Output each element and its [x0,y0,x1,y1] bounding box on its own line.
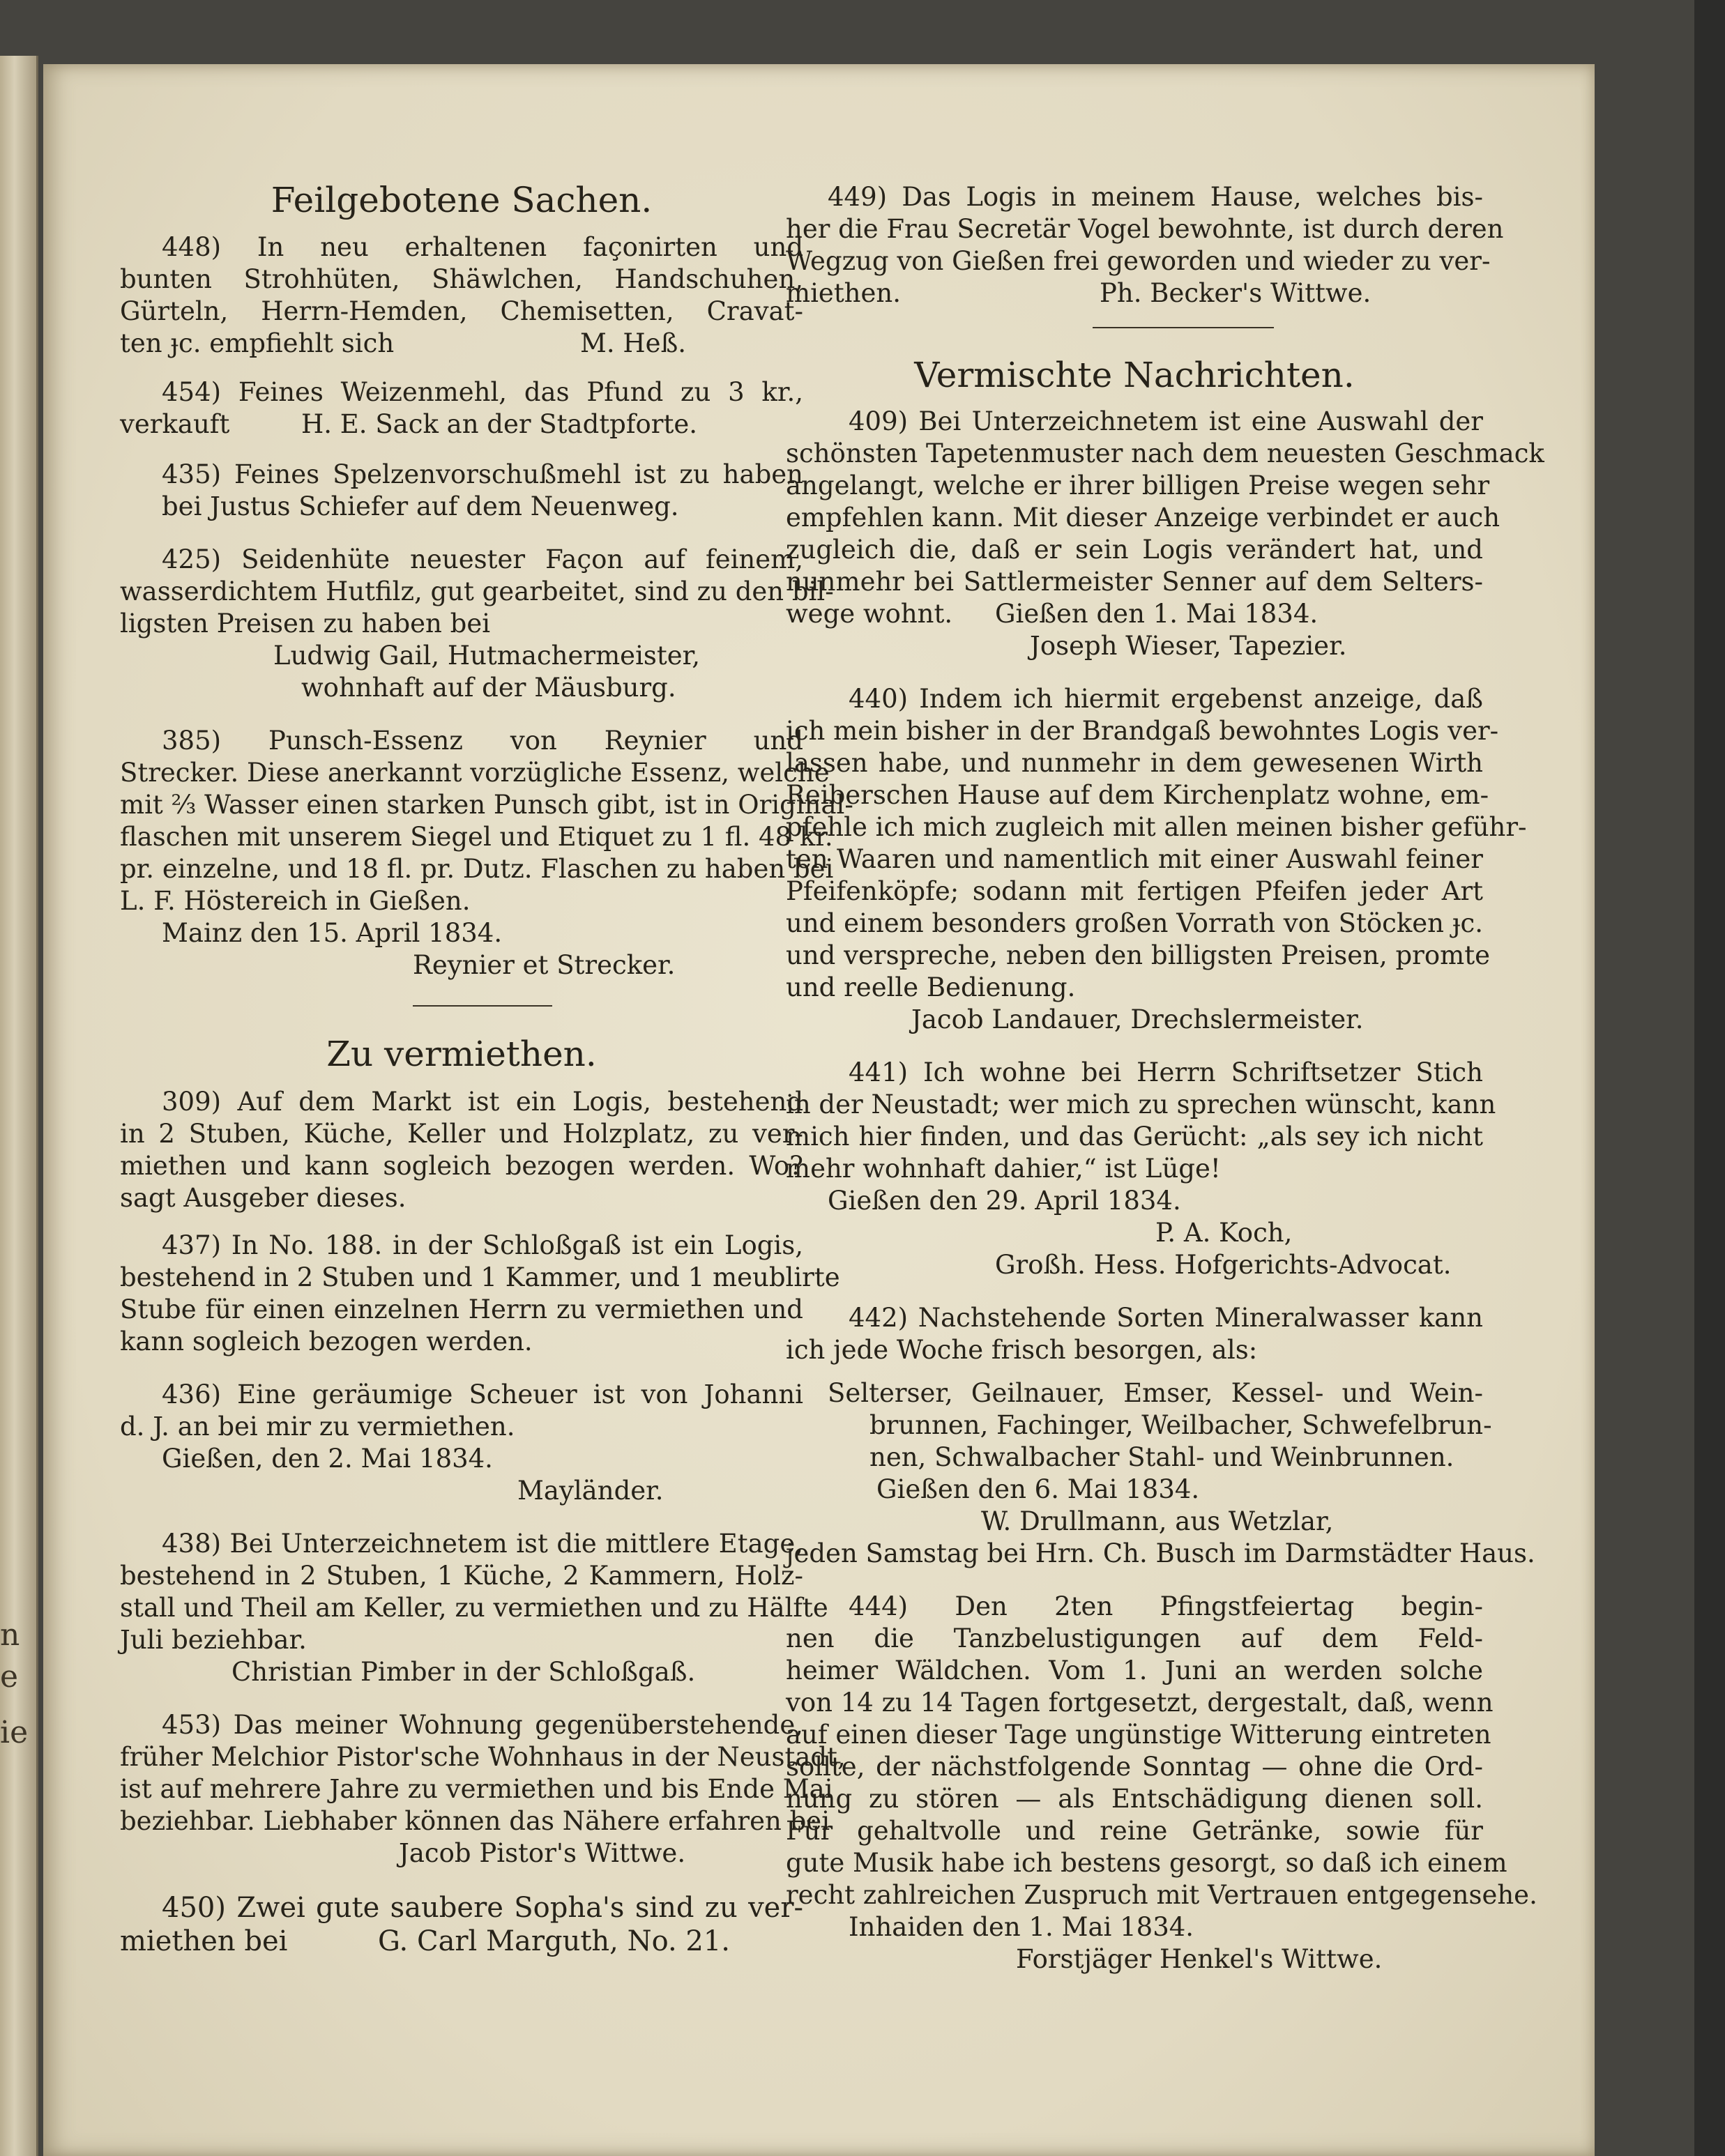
ad-line: und verspreche, neben den billigsten Preisen, promte [786,940,1490,970]
ad-line: 436) Eine geräumige Scheuer ist von Johanni [162,1379,803,1409]
ad-line: wege wohnt. [786,599,953,629]
ad-line: ich mein bisher in der Brandgaß bewohntes Logis ver- [786,716,1499,746]
section-divider [413,1005,552,1007]
ad-signature: wohnhaft auf der Mäusburg. [301,673,676,703]
ad-line: Gießen den 29. April 1834. [828,1186,1181,1216]
ad-line: recht zahlreichen Zuspruch mit Vertrauen entgegensehe. [786,1880,1537,1910]
ad-line: 453) Das meiner Wohnung gegenüberstehende, [162,1710,803,1740]
ad-signature: Christian Pimber in der Schloßgaß. [231,1657,696,1687]
ad-signature: Reynier et Strecker. [413,950,676,980]
ad-signature: H. E. Sack an der Stadtpforte. [301,409,698,439]
ad-signature: P. A. Koch, [1155,1218,1293,1248]
ad-line: her die Frau Secretär Vogel bewohnte, ist durch deren [786,214,1504,244]
ad-signature: Großh. Hess. Hofgerichts-Advocat. [995,1250,1452,1280]
ad-line: Inhaiden den 1. Mai 1834. [849,1912,1194,1942]
ad-line: nen, Schwalbacher Stahl- und Weinbrunnen. [869,1442,1454,1472]
ad-line: stall und Theil am Keller, zu vermiethen und zu Hälfte [120,1593,828,1623]
margin-fragment: e [0,1659,19,1695]
margin-fragment: ie [0,1715,29,1750]
ad-line: 450) Zwei gute saubere Sopha's sind zu ver- [162,1892,803,1924]
ad-line: sagt Ausgeber dieses. [120,1183,406,1213]
ad-line: zugleich die, daß er sein Logis verändert hat, und [786,535,1483,565]
ad-line: Gürteln, Herrn-Hemden, Chemisetten, Cravat- [120,296,803,326]
ad-line: lassen habe, und nunmehr in dem gewesenen Wirth [786,748,1483,778]
ad-line: früher Melchior Pistor'sche Wohnhaus in der Neustadt, [120,1742,846,1772]
ad-line: von 14 zu 14 Tagen fortgesetzt, dergestalt, daß, wenn [786,1688,1494,1718]
ad-line: Gießen den 6. Mai 1834. [876,1474,1200,1504]
ad-line: kann sogleich bezogen werden. [120,1327,533,1356]
ad-line: Selterser, Geilnauer, Emser, Kessel- und Wein- [828,1378,1483,1408]
ad-line: Für gehaltvolle und reine Getränke, sowie für [786,1816,1483,1846]
ad-signature: Ph. Becker's Wittwe. [1100,278,1371,308]
ad-line: ten Waaren und namentlich mit einer Auswahl feiner [786,844,1483,874]
margin-fragment: n [0,1617,20,1653]
section-heading: Zu vermiethen. [326,1034,597,1074]
ad-line: sollte, der nächstfolgende Sonntag — ohne die Ord- [786,1752,1483,1782]
ad-line: Strecker. Diese anerkannt vorzügliche Essenz, welche [120,758,830,788]
ad-line: L. F. Höstereich in Gießen. [120,886,471,916]
ad-line: gute Musik habe ich bestens gesorgt, so daß ich einem [786,1848,1507,1878]
ad-line: in 2 Stuben, Küche, Keller und Holzplatz, zu ver- [120,1119,803,1149]
ad-line: ist auf mehrere Jahre zu vermiethen und bis Ende Mai [120,1774,833,1804]
ad-line: nunmehr bei Sattlermeister Senner auf dem Selters- [786,567,1483,597]
ad-line: 435) Feines Spelzenvorschußmehl ist zu haben [162,459,803,489]
ad-line: 425) Seidenhüte neuester Façon auf feinem, [162,544,803,574]
section-divider [1093,327,1274,328]
ad-line: auf einen dieser Tage ungünstige Witterung eintreten [786,1720,1491,1750]
ad-line: ten ɟc. empfiehlt sich [120,328,395,358]
ad-line: bunten Strohhüten, Shäwlchen, Handschuhen, [120,264,803,294]
ad-line: brunnen, Fachinger, Weilbacher, Schwefelbrun- [869,1410,1492,1440]
ad-signature: Joseph Wieser, Tapezier. [1030,631,1347,661]
ad-line: jeden Samstag bei Hrn. Ch. Busch im Darmstädter Haus. [786,1538,1535,1568]
ad-line: ich jede Woche frisch besorgen, als: [786,1335,1258,1365]
ad-line: d. J. an bei mir zu vermiethen. [120,1412,515,1442]
ad-line: 441) Ich wohne bei Herrn Schriftsetzer Stich [849,1057,1483,1087]
ad-line: Stube für einen einzelnen Herrn zu vermiethen und [120,1294,803,1324]
ad-line: 440) Indem ich hiermit ergebenst anzeige, daß [849,684,1483,714]
ad-signature: G. Carl Marguth, No. 21. [378,1925,731,1957]
ad-line: miethen und kann sogleich bezogen werden. Wo? [120,1151,803,1181]
ad-signature: Ludwig Gail, Hutmachermeister, [273,641,701,671]
ad-signature: Jacob Pistor's Wittwe. [399,1838,686,1868]
ad-line: 448) In neu erhaltenen façonirten und [162,232,803,262]
previous-page-edge [0,56,38,2156]
section-heading: Feilgebotene Sachen. [271,180,653,220]
ad-line: verkauft [120,409,230,439]
ad-signature: Forstjäger Henkel's Wittwe. [1016,1944,1383,1974]
ad-line: nen die Tanzbelustigungen auf dem Feld- [786,1623,1483,1653]
ad-line: 449) Das Logis in meinem Hause, welches bis- [828,182,1483,212]
ad-line: miethen bei [120,1925,288,1957]
ad-line: 442) Nachstehende Sorten Mineralwasser kann [849,1303,1483,1333]
ad-line: beziehbar. Liebhaber können das Nähere erfahren bei [120,1806,830,1836]
ad-line: empfehlen kann. Mit dieser Anzeige verbindet er auch [786,503,1500,533]
ad-line: Juli beziehbar. [120,1625,307,1655]
ad-line: mit ⅔ Wasser einen starken Punsch gibt, ist in Original- [120,790,853,820]
ad-line: 444) Den 2ten Pfingstfeiertag begin- [849,1591,1483,1621]
ad-line: angelangt, welche er ihrer billigen Preise wegen sehr [786,471,1490,500]
ad-line: Mainz den 15. April 1834. [162,918,503,948]
scanner-edge [1694,0,1725,2156]
ad-line: schönsten Tapetenmuster nach dem neuesten Geschmack [786,438,1544,468]
ad-signature: W. Drullmann, aus Wetzlar, [981,1506,1334,1536]
ad-line: bei Justus Schiefer auf dem Neuenweg. [162,491,679,521]
ad-signature: Mayländer. [517,1476,664,1506]
ad-line: Gießen, den 2. Mai 1834. [162,1444,493,1474]
ad-line: Wegzug von Gießen frei geworden und wieder zu ver- [786,246,1491,276]
ad-signature: M. Heß. [580,328,687,358]
ad-line: und einem besonders großen Vorrath von Stöcken ɟc. [786,908,1483,938]
ad-line: pr. einzelne, und 18 fl. pr. Dutz. Flaschen zu haben bei [120,854,834,884]
ad-line: 385) Punsch-Essenz von Reynier und [162,726,803,756]
ad-line: heimer Wäldchen. Vom 1. Juni an werden solche [786,1656,1483,1685]
ad-line: mehr wohnhaft dahier,“ ist Lüge! [786,1154,1221,1184]
ad-line: und reelle Bedienung. [786,972,1076,1002]
ad-line: Gießen den 1. Mai 1834. [995,599,1319,629]
ad-line: in der Neustadt; wer mich zu sprechen wünscht, kann [786,1090,1496,1119]
ad-line: nung zu stören — als Entschädigung dienen soll. [786,1784,1483,1814]
ad-line: ligsten Preisen zu haben bei [120,609,491,639]
newspaper-page [43,64,1595,2156]
ad-line: 437) In No. 188. in der Schloßgaß ist ein Logis, [162,1230,803,1260]
section-heading: Vermischte Nachrichten. [914,355,1355,395]
ad-line: flaschen mit unserem Siegel und Etiquet zu 1 fl. 48 kr. [120,822,833,852]
ad-line: 438) Bei Unterzeichnetem ist die mittlere Etage, [162,1529,803,1559]
ad-line: 454) Feines Weizenmehl, das Pfund zu 3 kr., [162,377,803,407]
ad-line: bestehend in 2 Stuben, 1 Küche, 2 Kammern, Holz- [120,1561,803,1591]
ad-signature: Jacob Landauer, Drechslermeister. [911,1004,1364,1034]
ad-line: bestehend in 2 Stuben und 1 Kammer, und 1 meublirte [120,1262,840,1292]
ad-line: 309) Auf dem Markt ist ein Logis, bestehend [162,1087,803,1117]
ad-line: wasserdichtem Hutfilz, gut gearbeitet, sind zu den bil- [120,576,834,606]
ad-line: 409) Bei Unterzeichnetem ist eine Auswahl der [849,406,1483,436]
ad-line: miethen. [786,278,902,308]
ad-line: mich hier finden, und das Gerücht: „als sey ich nicht [786,1122,1483,1152]
ad-line: Pfeifenköpfe; sodann mit fertigen Pfeifen jeder Art [786,876,1483,906]
ad-line: Reiberschen Hause auf dem Kirchenplatz wohne, em- [786,780,1489,810]
ad-line: pfehle ich mich zugleich mit allen meinen bisher geführ- [786,812,1527,842]
